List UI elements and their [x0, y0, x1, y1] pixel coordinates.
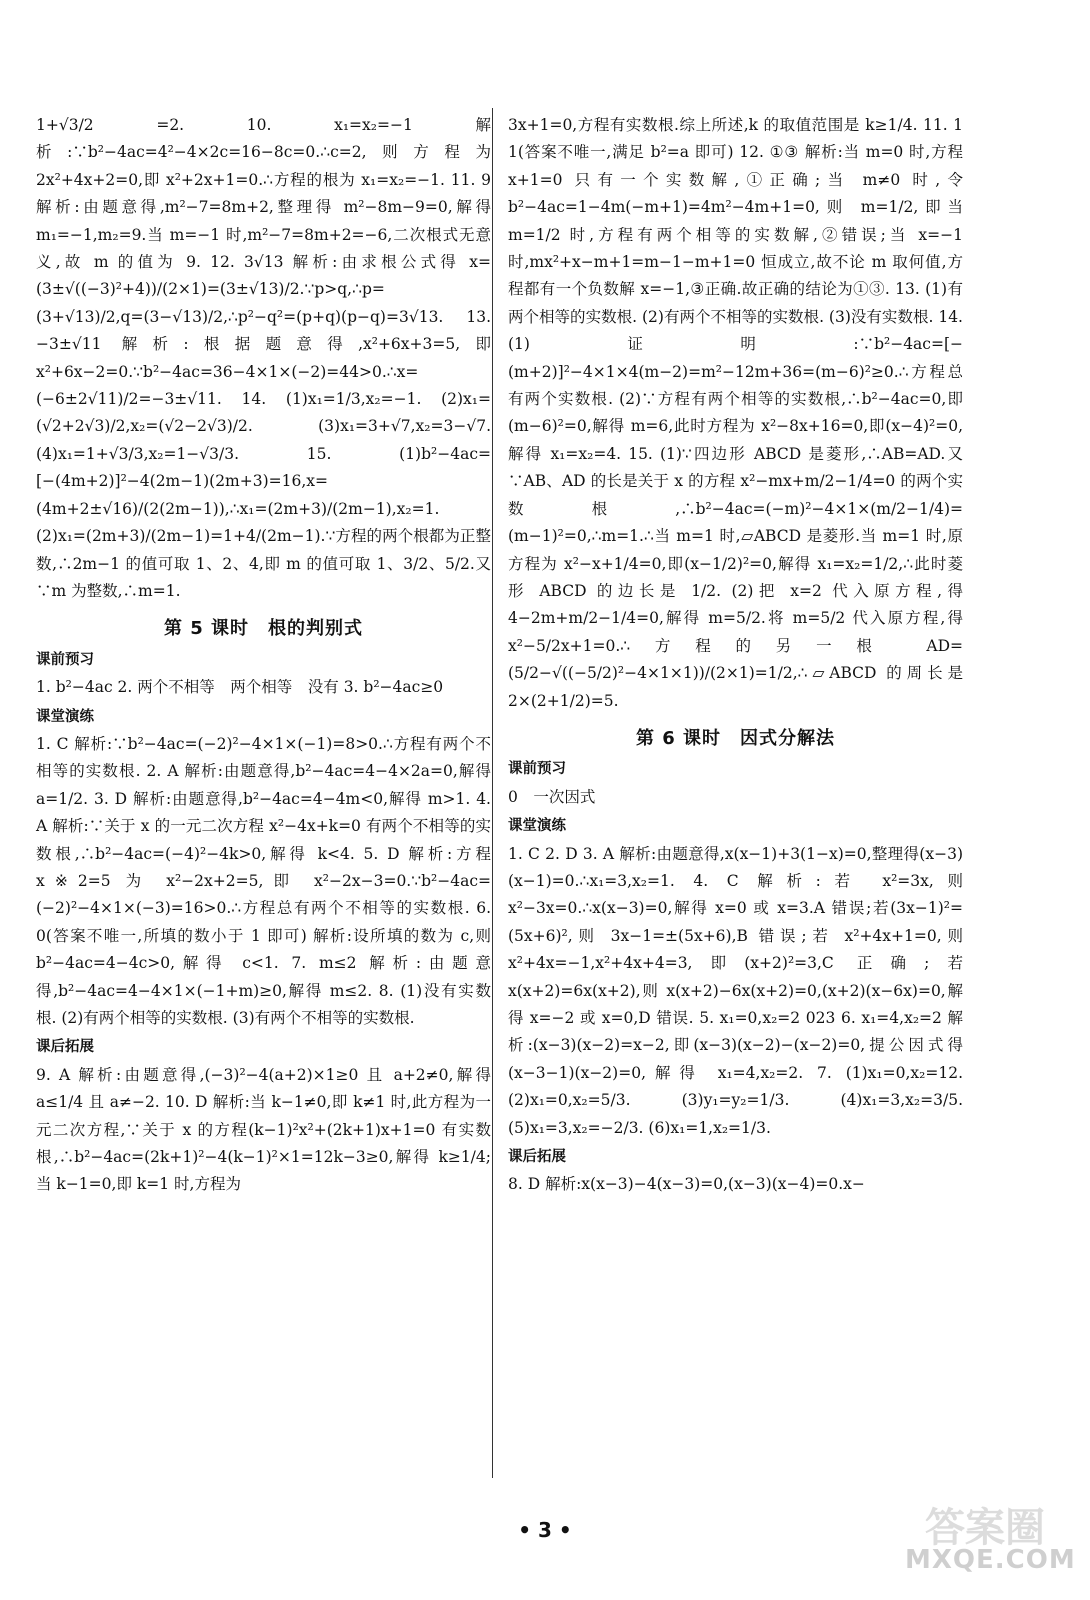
pre-study-label: 课前预习: [508, 761, 566, 778]
left-column: [36, 112, 491, 1199]
class-practice-answers: 1. C 2. D 3. A 解析:由题意得,x(x−1)+3(1−x)=0,整理得(x−3)(x−1)=0.∴x₁=3,x₂=1. 4. C 解析:若 x²=3x,则 x²−3x=0.∴x(x−3)=0,解得 x=0 或 x=3.A 错误;若(3x−1)²=(5x+6)²,则 3x−1=±(5x+6),B 错误;若 x²+4x+1=0,则 x²+4x=−1,x²+4x+4=3,即(x+2)²=3,C 正确;若 x(x+2)=6x(x+2),则 x(x+2)−6x(x+2)=0,(x+2)(x−6x)=0,解得 x=−2 或 x=0,D 错误. 5. x₁=0,x₂=2 023 6. x₁=4,x₂=2 解析:(x−3)(x−2)=x−2,即(x−3)(x−2)−(x−2)=0,提公因式得(x−3−1)(x−2)=0,解得 x₁=4,x₂=2. 7. (1)x₁=0,x₂=12. (2)x₁=0,x₂=5/3. (3)y₁=y₂=1/3. (4)x₁=3,x₂=3/5. (5)x₁=3,x₂=−2/3. (6)x₁=1,x₂=1/3.: [508, 844, 963, 1137]
after-class-answers: 9. A 解析:由题意得,(−3)²−4(a+2)×1≥0 且 a+2≠0,解得 a≤1/4 且 a≠−2. 10. D 解析:当 k−1≠0,即 k≠1 时,此方程为一元二次方程,∵关于 x 的方程(k−1)²x²+(2k+1)x+1=0 有实数根,∴b²−4ac=(2k+1)²−4(k−1)²×1=12k−3≥0,解得 k≥1/4;当 k−1=0,即 k=1 时,方程为: [36, 1065, 491, 1194]
class-practice-answers: 1. C 解析:∵b²−4ac=(−2)²−4×1×(−1)=8>0.∴方程有两个不相等的实数根. 2. A 解析:由题意得,b²−4ac=4−4×2a=0,解得 a=1/2. 3. D 解析:由题意得,b²−4ac=4−4m<0,解得 m>1. 4. A 解析:∵关于 x 的一元二次方程 x²−4x+k=0 有两个不相等的实数根,∴b²−4ac=(−4)²−4k>0,解得 k<4. 5. D 解析:方程 x※2=5 为 x²−2x+2=5,即 x²−2x−3=0.∵b²−4ac=(−2)²−4×1×(−3)=16>0.∴方程总有两个不相等的实数根. 6. 0(答案不唯一,所填的数小于 1 即可) 解析:设所填的数为 c,则 b²−4ac=4−4c>0,解得 c<1. 7. m≤2 解析:由题意得,b²−4ac=4−4×1×(−1+m)≥0,解得 m≤2. 8. (1)没有实数根. (2)有两个相等的实数根. (3)有两个不相等的实数根.: [36, 734, 491, 1027]
class-practice-label: 课堂演练: [508, 818, 566, 835]
watermark-url: MXQE.COM: [905, 1545, 1076, 1575]
after-class-label: 课后拓展: [508, 1149, 566, 1166]
watermark-logo: 答案圈: [925, 1505, 1045, 1551]
after-class-answers: 8. D 解析:x(x−3)−4(x−3)=0,(x−3)(x−4)=0.x−: [508, 1175, 865, 1194]
after-class-label: 课后拓展: [36, 1039, 94, 1056]
right-answers-continued: 3x+1=0,方程有实数根.综上所述,k 的取值范围是 k≥1/4. 11. 1 1(答案不唯一,满足 b²=a 即可) 12. ①③ 解析:当 m=0 时,方程 x+1=0 只有一个实数解,①正确;当 m≠0 时,令 b²−4ac=1−4m(−m+1)=4m²−4m+1=0,则 m=1/2,即当 m=1/2 时,方程有两个相等的实数解,②错误;当 x=−1 时,mx²+x−m+1=m−1−m+1=0 恒成立,故不论 m 取何值,方程都有一个负数解 x=−1,③正确.故正确的结论为①③. 13. (1)有两个相等的实数根. (2)有两个不相等的实数根. (3)没有实数根. 14. (1)证明:∵b²−4ac=[−(m+2)]²−4×1×4(m−2)=m²−12m+36=(m−6)²≥0.∴方程总有两个实数根. (2)∵方程有两个相等的实数根,∴b²−4ac=0,即(m−6)²=0,解得 m=6,此时方程为 x²−8x+16=0,即(x−4)²=0,解得 x₁=x₂=4. 15. (1)∵四边形 ABCD 是菱形,∴AB=AD.又∵AB、AD 的长是关于 x 的方程 x²−mx+m/2−1/4=0 的两个实数根,∴b²−4ac=(−m)²−4×1×(m/2−1/4)=(m−1)²=0,∴m=1.∴当 m=1 时,▱ABCD 是菱形.当 m=1 时,原方程为 x²−x+1/4=0,即(x−1/2)²=0,解得 x₁=x₂=1/2,∴此时菱形 ABCD 的边长是 1/2. (2)把 x=2 代入原方程,得 4−2m+m/2−1/4=0,解得 m=5/2.将 m=5/2 代入原方程,得 x²−5/2x+1=0.∴方程的另一根 AD=(5/2−√((−5/2)²−4×1×1))/(2×1)=1/2,∴▱ABCD 的周长是 2×(2+1/2)=5.: [508, 116, 963, 710]
page-number: • 3 •: [518, 1518, 572, 1542]
lesson-6-title: 第 6 课时 因式分解法: [635, 727, 836, 749]
right-column: [508, 112, 963, 1199]
pre-study-label: 课前预习: [36, 651, 94, 668]
left-answers-continued: 1+√3/2 =2. 10. x₁=x₂=−1 解析:∵b²−4ac=4²−4×2c=16−8c=0.∴c=2,则方程为 2x²+4x+2=0,即 x²+2x+1=0.∴方程的根为 x₁=x₂=−1. 11. 9 解析:由题意得,m²−7=8m+2,整理得 m²−8m−9=0,解得 m₁=−1,m₂=9.当 m=−1 时,m²−7=8m+2=−6,二次根式无意义,故 m 的值为 9. 12. 3√13 解析:由求根公式得 x=(3±√((−3)²+4))/(2×1)=(3±√13)/2.∵p>q,∴p=(3+√13)/2,q=(3−√13)/2,∴p²−q²=(p+q)(p−q)=3√13. 13. −3±√11 解析:根据题意得,x²+6x+3=5,即 x²+6x−2=0.∵b²−4ac=36−4×1×(−2)=44>0.∴x=(−6±2√11)/2=−3±√11. 14. (1)x₁=1/3,x₂=−1. (2)x₁=(√2+2√3)/2,x₂=(√2−2√3)/2. (3)x₁=3+√7,x₂=3−√7. (4)x₁=1+√3/3,x₂=1−√3/3. 15. (1)b²−4ac=[−(4m+2)]²−4(2m−1)(2m+3)=16,x=(4m+2±√16)/(2(2m−1)),∴x₁=(2m+3)/(2m−1),x₂=1. (2)x₁=(2m+3)/(2m−1)=1+4/(2m−1).∵方程的两个根都为正整数,∴2m−1 的值可取 1、2、4,即 m 的值可取 1、3/2、5/2.又∵m 为整数,∴m=1.: [36, 116, 491, 600]
pre-study-answers: 1. b²−4ac 2. 两个不相等 两个相等 没有 3. b²−4ac≥0: [36, 678, 444, 697]
pre-study-answers: 0 一次因式: [508, 787, 596, 806]
class-practice-label: 课堂演练: [36, 708, 94, 725]
lesson-5-title: 第 5 课时 根的判别式: [163, 618, 364, 640]
column-divider: [492, 108, 493, 1478]
